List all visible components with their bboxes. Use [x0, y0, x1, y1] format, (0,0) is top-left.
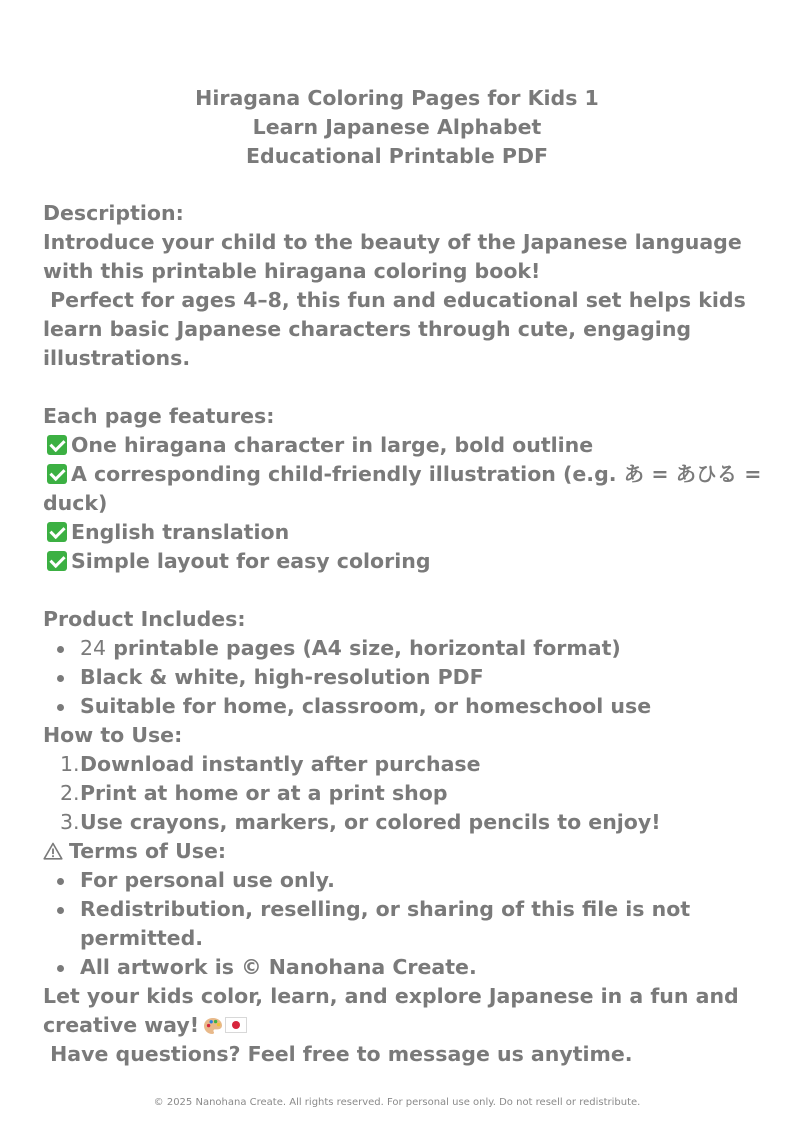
feature-text: One hiragana character in large, bold outline	[71, 433, 594, 457]
feature-item	[43, 547, 763, 576]
product-description	[43, 199, 763, 1069]
page-title	[0, 84, 794, 171]
list-item: Redistribution, reselling, or sharing of this file is not permitted.	[43, 895, 763, 953]
description-paragraph-2	[43, 286, 763, 373]
feature-item	[43, 518, 763, 547]
list-item	[43, 634, 763, 663]
list-item: All artwork is © Nanohana Create.	[43, 953, 763, 982]
list-item: Black & white, high-resolution PDF	[43, 663, 763, 692]
list-item: Suitable for home, classroom, or homeschool use	[43, 692, 763, 721]
check-mark-icon	[47, 551, 67, 571]
feature-item	[43, 460, 763, 518]
terms-list	[43, 866, 763, 982]
terms-heading	[43, 837, 763, 866]
title-line-3: Educational Printable PDF	[246, 144, 548, 168]
check-mark-icon	[47, 435, 67, 455]
step-number: 1.	[60, 752, 80, 776]
closing-line-2	[43, 1040, 763, 1069]
list-item-text: printable pages (A4 size, horizontal format)	[113, 636, 621, 660]
list-item: For personal use only.	[43, 866, 763, 895]
title-line-1: Hiragana Coloring Pages for Kids 1	[195, 86, 599, 110]
warning-icon	[43, 842, 63, 860]
feature-item	[43, 431, 763, 460]
description-paragraph-1: Introduce your child to the beauty of the Japanese language with this printable hiragana coloring book!	[43, 230, 742, 283]
step-number: 3.	[60, 810, 80, 834]
closing-question: Have questions? Feel free to message us anytime.	[50, 1042, 633, 1066]
description-paragraph-2-text: Perfect for ages 4–8, this fun and educational set helps kids learn basic Japanese characters through cute, engaging illustrations.	[43, 288, 746, 370]
title-line-2: Learn Japanese Alphabet	[252, 115, 542, 139]
features-heading: Each page features:	[43, 404, 275, 428]
footer-copyright: © 2025 Nanohana Create. All rights reserved. For personal use only. Do not resell or redistribute.	[153, 1097, 641, 1108]
step-text: Use crayons, markers, or colored pencils to enjoy!	[80, 810, 661, 834]
feature-text: English translation	[71, 520, 290, 544]
includes-heading: Product Includes:	[43, 607, 246, 631]
how-to-steps	[43, 750, 763, 837]
terms-heading-text: Terms of Use:	[69, 839, 227, 863]
step-item	[43, 750, 763, 779]
closing-line-1	[43, 982, 763, 1040]
closing-text: Let your kids color, learn, and explore Japanese in a fun and creative way!	[43, 984, 739, 1037]
step-item	[43, 808, 763, 837]
step-text: Download instantly after purchase	[80, 752, 481, 776]
how-to-heading: How to Use:	[43, 723, 183, 747]
japan-flag-icon	[225, 1017, 247, 1033]
step-item	[43, 779, 763, 808]
spacer	[43, 373, 763, 402]
check-mark-icon	[47, 522, 67, 542]
artist-palette-icon	[203, 1017, 223, 1035]
spacer	[43, 576, 763, 605]
feature-text: Simple layout for easy coloring	[71, 549, 431, 573]
description-heading: Description:	[43, 201, 184, 225]
page-count: 24	[80, 636, 107, 660]
check-mark-icon	[47, 464, 67, 484]
step-text: Print at home or at a print shop	[80, 781, 448, 805]
feature-text: A corresponding child-friendly illustration (e.g. あ = あひる = duck)	[43, 462, 762, 515]
step-number: 2.	[60, 781, 80, 805]
includes-list	[43, 634, 763, 721]
